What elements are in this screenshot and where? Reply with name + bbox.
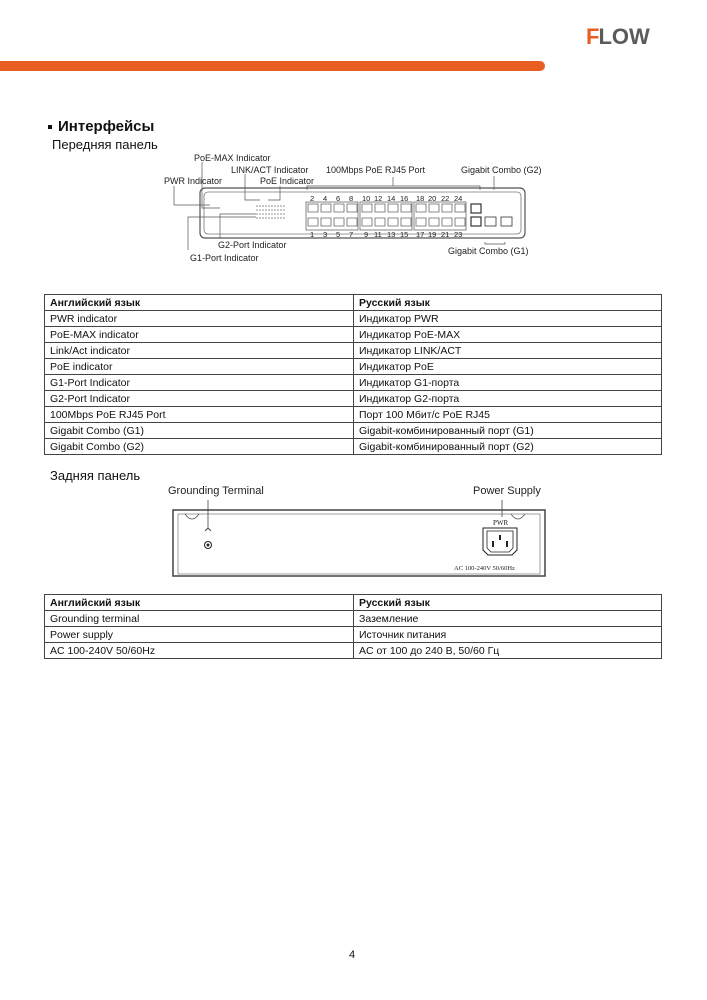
cell-en: PoE indicator	[45, 359, 354, 375]
header-english: Английский язык	[45, 595, 354, 611]
svg-text:13: 13	[387, 230, 396, 239]
cell-ru: AC от 100 до 240 В, 50/60 Гц	[354, 643, 662, 659]
svg-text:2: 2	[310, 194, 315, 203]
svg-text:1: 1	[310, 230, 315, 239]
svg-text:11: 11	[374, 230, 382, 239]
rear-panel-table	[44, 594, 662, 659]
cell-ru: Индикатор LINK/ACT	[354, 343, 662, 359]
svg-text:24: 24	[454, 194, 463, 203]
table-row	[45, 643, 662, 659]
header-english: Английский язык	[45, 295, 354, 311]
cell-en: 100Mbps PoE RJ45 Port	[45, 407, 354, 423]
svg-text:7: 7	[349, 230, 354, 239]
logo-accent: F	[586, 24, 599, 49]
svg-text:9: 9	[364, 230, 369, 239]
svg-text:20: 20	[428, 194, 437, 203]
svg-text:15: 15	[400, 230, 409, 239]
header-russian: Русский язык	[354, 595, 662, 611]
page-number: 4	[349, 949, 356, 961]
cell-ru: Индикатор PoE	[354, 359, 662, 375]
table-row	[45, 439, 662, 455]
rear-panel-diagram	[165, 484, 550, 579]
svg-text:17: 17	[416, 230, 425, 239]
svg-text:12: 12	[374, 194, 383, 203]
label-g2-port: G2-Port Indicator	[218, 240, 287, 250]
table-row	[45, 391, 662, 407]
svg-text:AC 100-240V 50/60Hz: AC 100-240V 50/60Hz	[454, 565, 515, 572]
cell-en: Link/Act indicator	[45, 343, 354, 359]
flow-logo	[586, 26, 650, 48]
table-row	[45, 423, 662, 439]
cell-en: Gigabit Combo (G2)	[45, 439, 354, 455]
table-header-row	[45, 295, 662, 311]
cell-ru: Порт 100 Мбит/с PoE RJ45	[354, 407, 662, 423]
svg-text:6: 6	[336, 194, 341, 203]
table-row	[45, 627, 662, 643]
svg-text:22: 22	[441, 194, 450, 203]
cell-en: Gigabit Combo (G1)	[45, 423, 354, 439]
front-panel-table	[44, 294, 662, 455]
svg-text:5: 5	[336, 230, 341, 239]
svg-text:10: 10	[362, 194, 371, 203]
table-row	[45, 343, 662, 359]
table-row	[45, 375, 662, 391]
label-g1: Gigabit Combo (G1)	[448, 246, 529, 256]
table-row	[45, 611, 662, 627]
svg-text:3: 3	[323, 230, 328, 239]
svg-text:21: 21	[441, 230, 450, 239]
label-g2: Gigabit Combo (G2)	[461, 165, 542, 175]
cell-en: PWR indicator	[45, 311, 354, 327]
svg-text:18: 18	[416, 194, 425, 203]
cell-en: Grounding terminal	[45, 611, 354, 627]
label-link-act: LINK/ACT Indicator	[231, 165, 309, 175]
svg-text:23: 23	[454, 230, 463, 239]
label-g1-port: G1-Port Indicator	[190, 253, 259, 263]
cell-en: G1-Port Indicator	[45, 375, 354, 391]
cell-ru: Заземление	[354, 611, 662, 627]
switch-front-drawing	[160, 150, 540, 265]
rear-panel-title: Задняя панель	[50, 468, 141, 483]
table-row	[45, 327, 662, 343]
header-russian: Русский язык	[354, 295, 662, 311]
svg-text:PWR: PWR	[493, 519, 509, 527]
bullet-icon	[48, 125, 52, 129]
front-panel-title: Передняя панель	[52, 137, 158, 152]
table-row	[45, 311, 662, 327]
cell-en: Power supply	[45, 627, 354, 643]
cell-ru: Индикатор PWR	[354, 311, 662, 327]
label-grounding: Grounding Terminal	[168, 485, 264, 497]
label-poe: PoE Indicator	[260, 176, 315, 186]
label-ports: 100Mbps PoE RJ45 Port	[326, 165, 426, 175]
svg-text:14: 14	[387, 194, 396, 203]
cell-en: AC 100-240V 50/60Hz	[45, 643, 354, 659]
logo-text: LOW	[598, 24, 650, 49]
header-accent-bar	[0, 61, 545, 71]
cell-en: PoE-MAX indicator	[45, 327, 354, 343]
front-panel-diagram	[160, 150, 540, 265]
table-row	[45, 359, 662, 375]
section-title-text: Интерфейсы	[58, 118, 155, 135]
cell-ru: Индикатор G2-порта	[354, 391, 662, 407]
svg-text:8: 8	[349, 194, 354, 203]
label-power-supply: Power Supply	[473, 485, 541, 497]
cell-ru: Gigabit-комбинированный порт (G1)	[354, 423, 662, 439]
svg-text:4: 4	[323, 194, 328, 203]
svg-text:19: 19	[428, 230, 437, 239]
cell-ru: Источник питания	[354, 627, 662, 643]
table-row	[45, 407, 662, 423]
cell-ru: Индикатор PoE-MAX	[354, 327, 662, 343]
table-header-row	[45, 595, 662, 611]
section-title	[48, 118, 154, 135]
cell-en: G2-Port Indicator	[45, 391, 354, 407]
label-poe-max: PoE-MAX Indicator	[194, 153, 271, 163]
cell-ru: Индикатор G1-порта	[354, 375, 662, 391]
switch-rear-drawing	[165, 484, 550, 579]
cell-ru: Gigabit-комбинированный порт (G2)	[354, 439, 662, 455]
svg-text:16: 16	[400, 194, 409, 203]
label-pwr: PWR Indicator	[164, 176, 223, 186]
